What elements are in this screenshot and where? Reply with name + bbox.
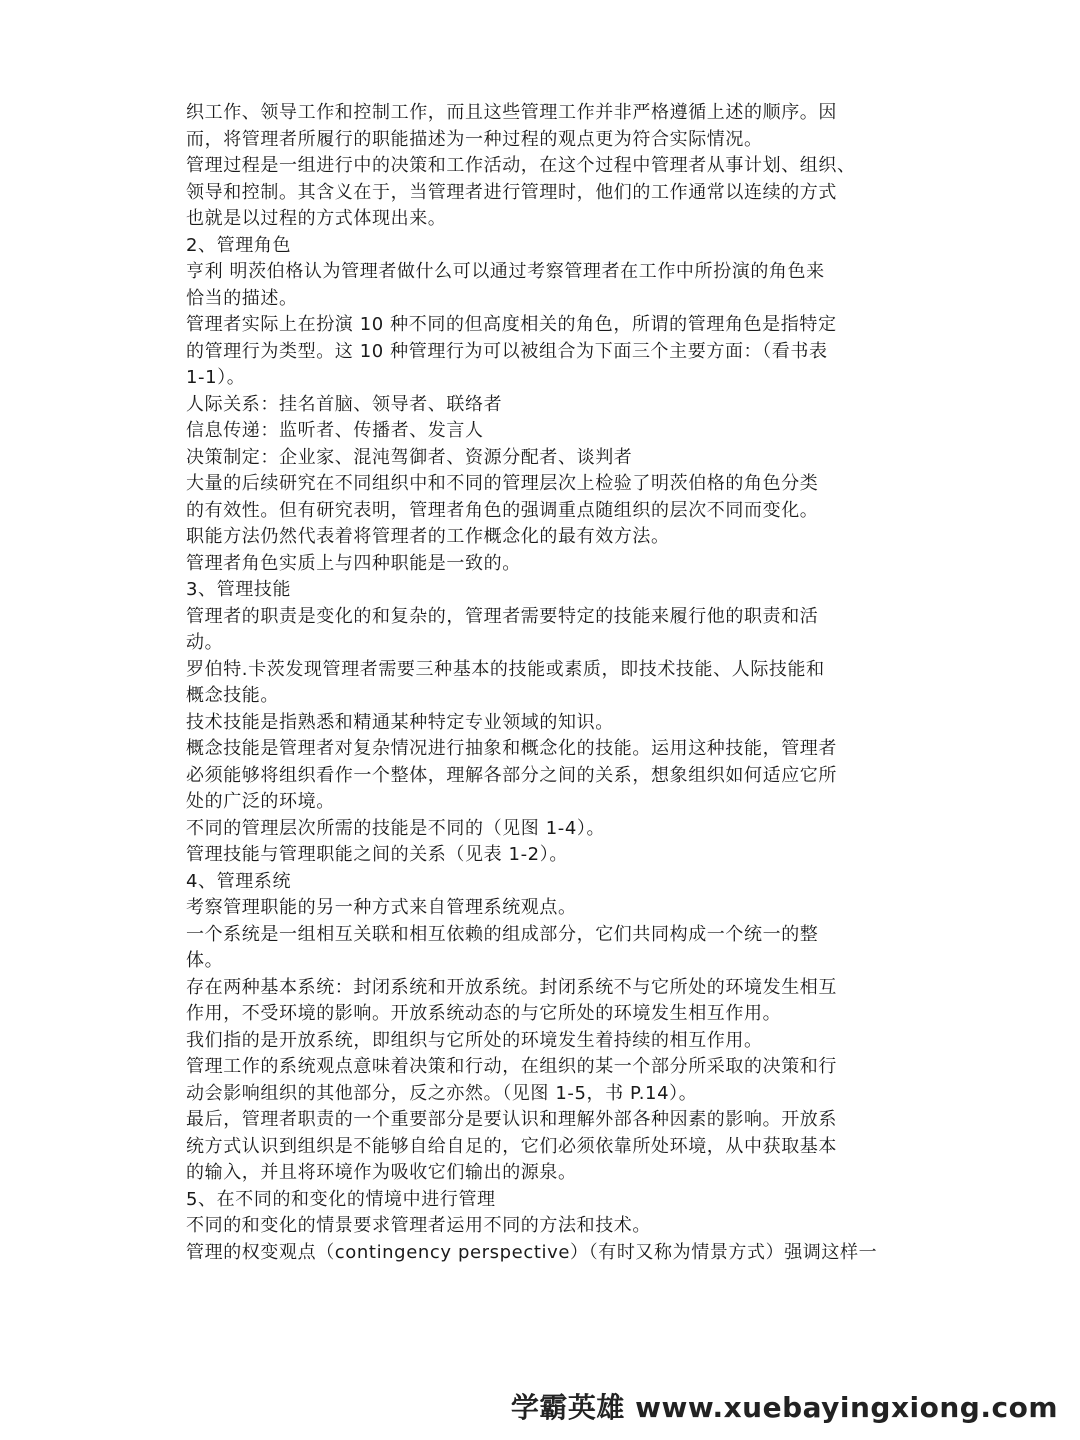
text-line: 管理者实际上在扮演 10 种不同的但高度相关的角色，所谓的管理角色是指特定 bbox=[186, 314, 837, 335]
text-line: 概念技能是管理者对复杂情况进行抽象和概念化的技能。运用这种技能，管理者 bbox=[186, 738, 837, 759]
text-line: 职能方法仍然代表着将管理者的工作概念化的最有效方法。 bbox=[186, 526, 670, 547]
text-line: 也就是以过程的方式体现出来。 bbox=[186, 208, 447, 229]
text-line: 管理过程是一组进行中的决策和工作活动，在这个过程中管理者从事计划、组织、 bbox=[186, 155, 856, 176]
text-line: 而，将管理者所履行的职能描述为一种过程的观点更为符合实际情况。 bbox=[186, 128, 763, 150]
text-line: 2、管理角色 bbox=[186, 234, 292, 256]
text-line: 概念技能。 bbox=[186, 685, 279, 706]
document-body bbox=[186, 100, 901, 1266]
text-line: 存在两种基本系统：封闭系统和开放系统。封闭系统不与它所处的环境发生相互 bbox=[186, 976, 837, 998]
site-watermark: 学霸英雄 www.xuebayingxiong.com bbox=[510, 1391, 1058, 1424]
text-line: 必须能够将组织看作一个整体，理解各部分之间的关系，想象组织如何适应它所 bbox=[186, 764, 837, 786]
text-line: 我们指的是开放系统，即组织与它所处的环境发生着持续的相互作用。 bbox=[186, 1029, 763, 1051]
text-line: 处的广泛的环境。 bbox=[186, 791, 335, 812]
text-line: 5、在不同的和变化的情境中进行管理 bbox=[186, 1188, 496, 1210]
text-line: 恰当的描述。 bbox=[186, 287, 298, 309]
text-line: 技术技能是指熟悉和精通某种特定专业领域的知识。 bbox=[186, 711, 614, 733]
text-line: 统方式认识到组织是不能够自给自足的，它们必须依靠所处环境，从中获取基本 bbox=[186, 1135, 837, 1157]
text-line: 作用，不受环境的影响。开放系统动态的与它所处的环境发生相互作用。 bbox=[186, 1003, 782, 1024]
text-line: 领导和控制。其含义在于，当管理者进行管理时，他们的工作通常以连续的方式 bbox=[186, 181, 837, 203]
text-line: 人际关系：挂名首脑、领导者、联络者 bbox=[186, 393, 503, 415]
text-line: 的管理行为类型。这 10 种管理行为可以被组合为下面三个主要方面：（看书表 bbox=[186, 340, 828, 362]
text-line: 体。 bbox=[186, 950, 224, 971]
text-line: 亨利 明茨伯格认为管理者做什么可以通过考察管理者在工作中所扮演的角色来 bbox=[186, 261, 825, 282]
text-line: 决策制定：企业家、混沌驾御者、资源分配者、谈判者 bbox=[186, 446, 633, 468]
text-line: 不同的管理层次所需的技能是不同的（见图 1-4）。 bbox=[186, 817, 606, 839]
text-line: 管理技能与管理职能之间的关系（见表 1-2）。 bbox=[186, 844, 568, 865]
text-line: 织工作、领导工作和控制工作，而且这些管理工作并非严格遵循上述的顺序。因 bbox=[186, 102, 837, 123]
text-line: 管理者的职责是变化的和复杂的，管理者需要特定的技能来履行他的职责和活 bbox=[186, 605, 819, 627]
text-line: 罗伯特.卡茨发现管理者需要三种基本的技能或素质，即技术技能、人际技能和 bbox=[186, 658, 825, 680]
text-line: 动会影响组织的其他部分，反之亦然。（见图 1-5，书 P.14）。 bbox=[186, 1082, 698, 1104]
text-line: 一个系统是一组相互关联和相互依赖的组成部分，它们共同构成一个统一的整 bbox=[186, 923, 819, 945]
text-line: 动。 bbox=[186, 632, 224, 653]
text-line: 3、管理技能 bbox=[186, 579, 292, 600]
text-line: 大量的后续研究在不同组织中和不同的管理层次上检验了明茨伯格的角色分类 bbox=[186, 473, 819, 494]
text-line: 管理的权变观点（contingency perspective）（有时又称为情景方式）强调这样一 bbox=[186, 1241, 878, 1263]
text-line: 4、管理系统 bbox=[186, 870, 292, 892]
text-line: 管理者角色实质上与四种职能是一致的。 bbox=[186, 552, 521, 574]
text-line: 的输入，并且将环境作为吸收它们输出的源泉。 bbox=[186, 1162, 577, 1183]
text-line: 考察管理职能的另一种方式来自管理系统观点。 bbox=[186, 897, 577, 918]
text-line: 管理工作的系统观点意味着决策和行动，在组织的某一个部分所采取的决策和行 bbox=[186, 1056, 837, 1077]
text-line: 的有效性。但有研究表明，管理者角色的强调重点随组织的层次不同而变化。 bbox=[186, 499, 819, 521]
text-line: 1-1）。 bbox=[186, 367, 246, 388]
text-line: 不同的和变化的情景要求管理者运用不同的方法和技术。 bbox=[186, 1215, 651, 1236]
text-line: 最后，管理者职责的一个重要部分是要认识和理解外部各种因素的影响。开放系 bbox=[186, 1109, 837, 1130]
text-line: 信息传递：监听者、传播者、发言人 bbox=[186, 420, 484, 441]
